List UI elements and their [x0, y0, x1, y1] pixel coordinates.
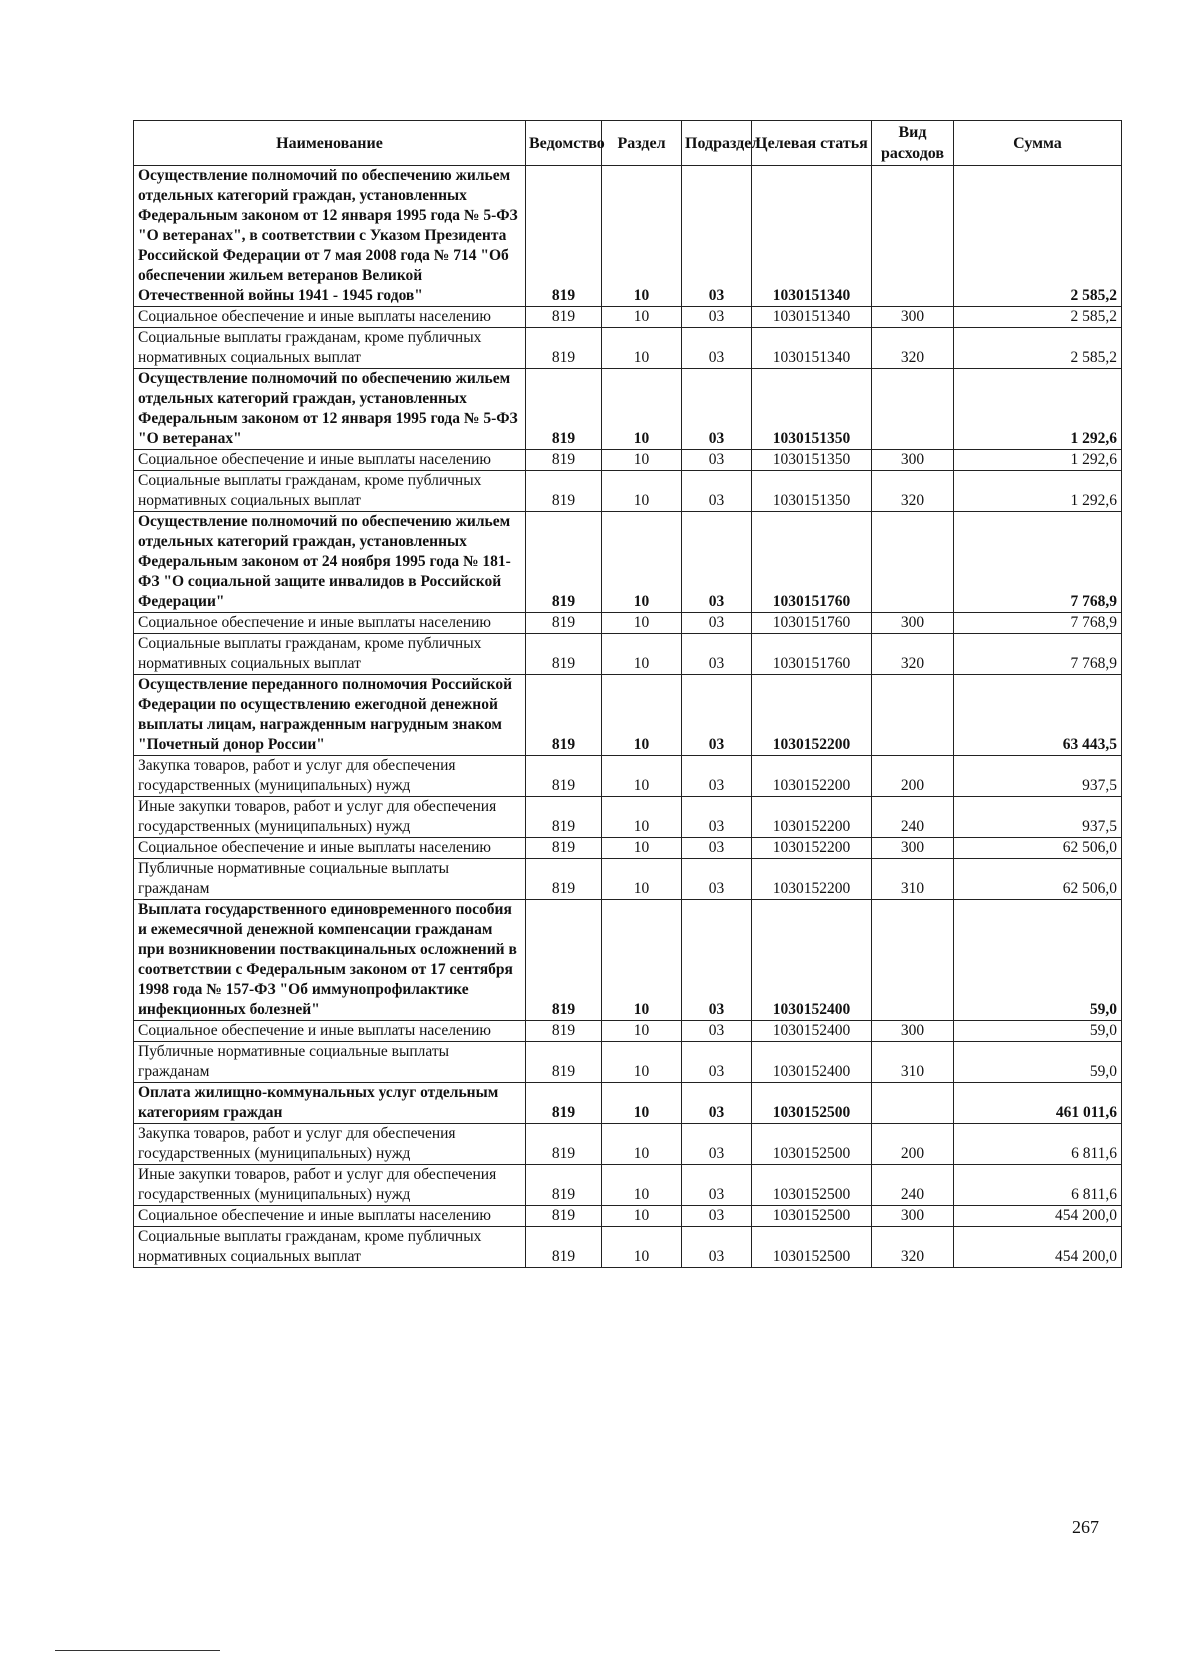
table-row	[134, 859, 1122, 900]
row-target: 1030151350	[752, 369, 872, 450]
row-subsection: 03	[682, 1206, 752, 1227]
row-sum: 62 506,0	[954, 838, 1122, 859]
row-dept: 819	[526, 859, 602, 900]
row-sum: 937,5	[954, 797, 1122, 838]
row-kind: 300	[872, 450, 954, 471]
header-kind: Вид расходов	[872, 121, 954, 166]
row-dept: 819	[526, 512, 602, 613]
row-subsection: 03	[682, 1227, 752, 1268]
row-subsection: 03	[682, 512, 752, 613]
row-sum: 454 200,0	[954, 1206, 1122, 1227]
row-sum: 6 811,6	[954, 1165, 1122, 1206]
row-section: 10	[602, 471, 682, 512]
row-name: Иные закупки товаров, работ и услуг для обеспечения государственных (муниципальных) нужд	[134, 797, 526, 838]
row-section: 10	[602, 1083, 682, 1124]
table-row	[134, 675, 1122, 756]
row-sum: 461 011,6	[954, 1083, 1122, 1124]
row-section: 10	[602, 369, 682, 450]
row-name: Социальные выплаты гражданам, кроме публичных нормативных социальных выплат	[134, 328, 526, 369]
row-name: Социальное обеспечение и иные выплаты населению	[134, 1021, 526, 1042]
row-name: Выплата государственного единовременного пособия и ежемесячной денежной компенсации гражданам при возникновении поствакцинальных осложнений в соответствии с Федеральным законом от 17 сентября 1998 года № 157-ФЗ "Об иммунопрофилактике инфекционных болезней"	[134, 900, 526, 1021]
table-row	[134, 1083, 1122, 1124]
row-name: Публичные нормативные социальные выплаты гражданам	[134, 1042, 526, 1083]
row-target: 1030151350	[752, 450, 872, 471]
budget-page	[133, 120, 1121, 1268]
row-target: 1030151340	[752, 166, 872, 307]
row-kind: 200	[872, 1124, 954, 1165]
table-row	[134, 900, 1122, 1021]
row-sum: 7 768,9	[954, 613, 1122, 634]
row-target: 1030152200	[752, 797, 872, 838]
row-name: Социальные выплаты гражданам, кроме публичных нормативных социальных выплат	[134, 634, 526, 675]
row-section: 10	[602, 1165, 682, 1206]
row-subsection: 03	[682, 307, 752, 328]
row-section: 10	[602, 797, 682, 838]
row-dept: 819	[526, 900, 602, 1021]
row-target: 1030152500	[752, 1206, 872, 1227]
table-row	[134, 166, 1122, 307]
row-sum: 1 292,6	[954, 471, 1122, 512]
row-kind: 320	[872, 328, 954, 369]
row-sum: 7 768,9	[954, 634, 1122, 675]
row-section: 10	[602, 166, 682, 307]
row-dept: 819	[526, 1165, 602, 1206]
row-sum: 937,5	[954, 756, 1122, 797]
table-row	[134, 369, 1122, 450]
row-section: 10	[602, 859, 682, 900]
row-section: 10	[602, 634, 682, 675]
table-row	[134, 797, 1122, 838]
row-kind: 320	[872, 471, 954, 512]
row-name: Осуществление полномочий по обеспечению жильем отдельных категорий граждан, установленных Федеральным законом от 12 января 1995 года № 5-ФЗ "О ветеранах", в соответствии с Указом Президента Российской Федерации от 7 мая 2008 года № 714 "Об обеспечении жильем ветеранов Великой Отечественной войны 1941 - 1945 годов"	[134, 166, 526, 307]
table-row	[134, 1206, 1122, 1227]
row-section: 10	[602, 450, 682, 471]
header-subsection: Подраздел	[682, 121, 752, 166]
row-kind	[872, 675, 954, 756]
row-dept: 819	[526, 1124, 602, 1165]
row-target: 1030152500	[752, 1165, 872, 1206]
row-name: Социальное обеспечение и иные выплаты населению	[134, 307, 526, 328]
header-dept: Ведомство	[526, 121, 602, 166]
row-subsection: 03	[682, 675, 752, 756]
row-target: 1030151760	[752, 634, 872, 675]
table-row	[134, 307, 1122, 328]
row-dept: 819	[526, 1083, 602, 1124]
row-target: 1030152200	[752, 838, 872, 859]
row-kind: 240	[872, 797, 954, 838]
row-dept: 819	[526, 1227, 602, 1268]
row-target: 1030152200	[752, 675, 872, 756]
row-subsection: 03	[682, 1124, 752, 1165]
row-target: 1030151760	[752, 512, 872, 613]
row-target: 1030152400	[752, 1042, 872, 1083]
row-target: 1030151760	[752, 613, 872, 634]
row-target: 1030152500	[752, 1124, 872, 1165]
row-subsection: 03	[682, 166, 752, 307]
row-target: 1030152500	[752, 1083, 872, 1124]
row-kind: 300	[872, 838, 954, 859]
row-section: 10	[602, 1227, 682, 1268]
row-dept: 819	[526, 613, 602, 634]
row-dept: 819	[526, 1206, 602, 1227]
row-kind: 320	[872, 1227, 954, 1268]
row-subsection: 03	[682, 369, 752, 450]
table-row	[134, 1227, 1122, 1268]
row-sum: 454 200,0	[954, 1227, 1122, 1268]
row-kind: 200	[872, 756, 954, 797]
table-row	[134, 838, 1122, 859]
header-sum: Сумма	[954, 121, 1122, 166]
row-dept: 819	[526, 756, 602, 797]
row-sum: 2 585,2	[954, 166, 1122, 307]
row-target: 1030152500	[752, 1227, 872, 1268]
row-target: 1030152200	[752, 859, 872, 900]
table-header	[134, 121, 1122, 166]
row-dept: 819	[526, 675, 602, 756]
row-section: 10	[602, 838, 682, 859]
row-kind	[872, 369, 954, 450]
row-subsection: 03	[682, 859, 752, 900]
row-name: Осуществление полномочий по обеспечению жильем отдельных категорий граждан, установленных Федеральным законом от 12 января 1995 года № 5-ФЗ "О ветеранах"	[134, 369, 526, 450]
row-sum: 2 585,2	[954, 307, 1122, 328]
row-section: 10	[602, 900, 682, 1021]
row-subsection: 03	[682, 328, 752, 369]
row-subsection: 03	[682, 634, 752, 675]
table-row	[134, 512, 1122, 613]
row-target: 1030151340	[752, 328, 872, 369]
row-target: 1030152400	[752, 1021, 872, 1042]
row-target: 1030151350	[752, 471, 872, 512]
row-kind: 310	[872, 859, 954, 900]
table-row	[134, 328, 1122, 369]
row-name: Оплата жилищно-коммунальных услуг отдельным категориям граждан	[134, 1083, 526, 1124]
row-sum: 1 292,6	[954, 369, 1122, 450]
row-sum: 59,0	[954, 900, 1122, 1021]
row-kind: 240	[872, 1165, 954, 1206]
row-dept: 819	[526, 1042, 602, 1083]
row-dept: 819	[526, 369, 602, 450]
row-name: Закупка товаров, работ и услуг для обеспечения государственных (муниципальных) нужд	[134, 1124, 526, 1165]
row-subsection: 03	[682, 838, 752, 859]
row-subsection: 03	[682, 1083, 752, 1124]
row-sum: 62 506,0	[954, 859, 1122, 900]
row-kind: 310	[872, 1042, 954, 1083]
table-row	[134, 471, 1122, 512]
page-number: 267	[1072, 1517, 1099, 1537]
table-row	[134, 756, 1122, 797]
row-kind	[872, 900, 954, 1021]
table-row	[134, 450, 1122, 471]
row-name: Социальное обеспечение и иные выплаты населению	[134, 450, 526, 471]
row-dept: 819	[526, 838, 602, 859]
row-target: 1030152400	[752, 900, 872, 1021]
row-section: 10	[602, 756, 682, 797]
row-name: Социальное обеспечение и иные выплаты населению	[134, 1206, 526, 1227]
row-kind: 320	[872, 634, 954, 675]
row-section: 10	[602, 613, 682, 634]
row-kind: 300	[872, 1021, 954, 1042]
table-row	[134, 1042, 1122, 1083]
row-section: 10	[602, 1206, 682, 1227]
row-name: Социальные выплаты гражданам, кроме публичных нормативных социальных выплат	[134, 471, 526, 512]
row-name: Закупка товаров, работ и услуг для обеспечения государственных (муниципальных) нужд	[134, 756, 526, 797]
row-kind: 300	[872, 1206, 954, 1227]
row-subsection: 03	[682, 471, 752, 512]
row-dept: 819	[526, 797, 602, 838]
table-row	[134, 1165, 1122, 1206]
row-kind: 300	[872, 613, 954, 634]
table-row	[134, 613, 1122, 634]
table-body	[134, 166, 1122, 1268]
row-name: Социальные выплаты гражданам, кроме публичных нормативных социальных выплат	[134, 1227, 526, 1268]
row-kind	[872, 166, 954, 307]
row-dept: 819	[526, 307, 602, 328]
row-section: 10	[602, 328, 682, 369]
row-section: 10	[602, 1021, 682, 1042]
header-name: Наименование	[134, 121, 526, 166]
row-target: 1030151340	[752, 307, 872, 328]
row-subsection: 03	[682, 450, 752, 471]
table-row	[134, 1021, 1122, 1042]
table-row	[134, 634, 1122, 675]
row-sum: 6 811,6	[954, 1124, 1122, 1165]
row-name: Иные закупки товаров, работ и услуг для обеспечения государственных (муниципальных) нужд	[134, 1165, 526, 1206]
row-sum: 1 292,6	[954, 450, 1122, 471]
row-dept: 819	[526, 166, 602, 307]
row-name: Социальное обеспечение и иные выплаты населению	[134, 838, 526, 859]
table-row	[134, 1124, 1122, 1165]
row-subsection: 03	[682, 797, 752, 838]
row-sum: 7 768,9	[954, 512, 1122, 613]
row-sum: 59,0	[954, 1021, 1122, 1042]
header-target: Целевая статья	[752, 121, 872, 166]
row-subsection: 03	[682, 1165, 752, 1206]
row-section: 10	[602, 512, 682, 613]
footnote-divider	[55, 1650, 220, 1651]
row-sum: 2 585,2	[954, 328, 1122, 369]
row-subsection: 03	[682, 1042, 752, 1083]
row-section: 10	[602, 1124, 682, 1165]
row-section: 10	[602, 307, 682, 328]
row-name: Социальное обеспечение и иные выплаты населению	[134, 613, 526, 634]
row-kind	[872, 1083, 954, 1124]
row-dept: 819	[526, 634, 602, 675]
row-name: Осуществление переданного полномочия Российской Федерации по осуществлению ежегодной денежной выплаты лицам, награжденным нагрудным знаком "Почетный донор России"	[134, 675, 526, 756]
row-dept: 819	[526, 471, 602, 512]
row-kind	[872, 512, 954, 613]
row-subsection: 03	[682, 613, 752, 634]
row-subsection: 03	[682, 900, 752, 1021]
row-sum: 59,0	[954, 1042, 1122, 1083]
row-name: Осуществление полномочий по обеспечению жильем отдельных категорий граждан, установленных Федеральным законом от 24 ноября 1995 года № 181-ФЗ "О социальной защите инвалидов в Российской Федерации"	[134, 512, 526, 613]
row-section: 10	[602, 1042, 682, 1083]
row-dept: 819	[526, 1021, 602, 1042]
row-sum: 63 443,5	[954, 675, 1122, 756]
budget-table	[133, 120, 1122, 1268]
row-section: 10	[602, 675, 682, 756]
row-dept: 819	[526, 450, 602, 471]
row-target: 1030152200	[752, 756, 872, 797]
row-name: Публичные нормативные социальные выплаты гражданам	[134, 859, 526, 900]
row-kind: 300	[872, 307, 954, 328]
row-subsection: 03	[682, 1021, 752, 1042]
row-subsection: 03	[682, 756, 752, 797]
row-dept: 819	[526, 328, 602, 369]
header-section: Раздел	[602, 121, 682, 166]
